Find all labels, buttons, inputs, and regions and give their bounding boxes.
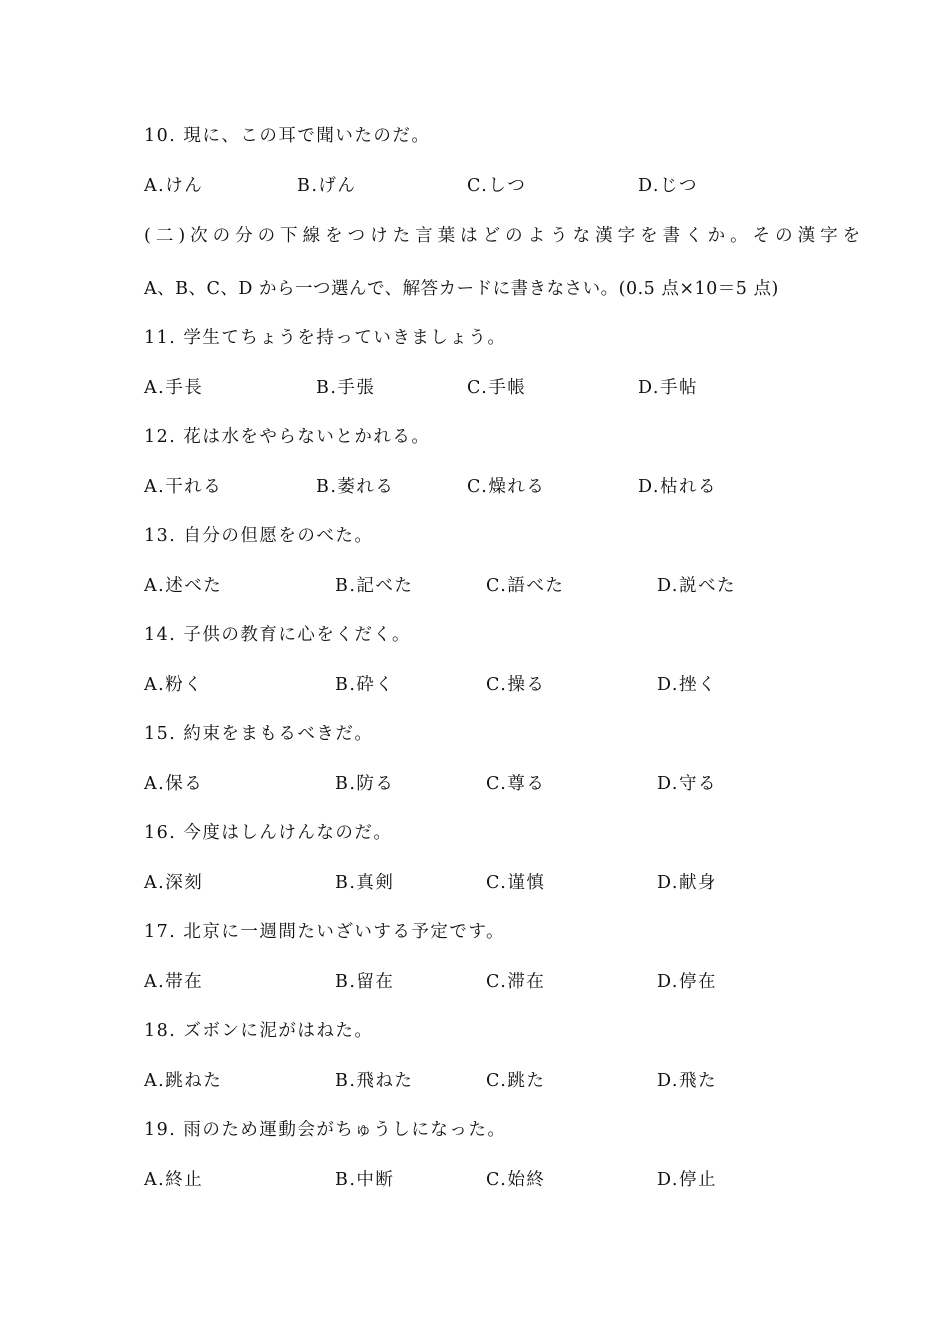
question-18-option-c: C.跳た <box>486 1071 546 1091</box>
question-17-option-b: B.留在 <box>335 972 395 992</box>
question-11-option-d: D.手帖 <box>638 378 698 398</box>
question-19-option-c: C.始終 <box>486 1170 546 1190</box>
question-15-option-a: A.保る <box>144 774 204 794</box>
section-2-instruction-line-2: A、B、C、D から一つ選んで、解答カードに書きなさい。(0.5 点×10＝5 点) <box>144 279 779 299</box>
question-18-option-a: A.跳ねた <box>144 1071 223 1091</box>
question-10-option-b: B.げん <box>297 176 357 196</box>
question-11-option-c: C.手帳 <box>467 378 527 398</box>
question-14-option-a: A.粉く <box>144 675 204 695</box>
question-10-option-a: A.けん <box>144 176 204 196</box>
question-18-option-b: B.飛ねた <box>335 1071 414 1091</box>
question-13-option-a: A.述べた <box>144 576 223 596</box>
question-19-option-b: B.中断 <box>335 1170 395 1190</box>
question-14-stem: 14. 子供の教育に心をくだく。 <box>144 625 412 645</box>
question-15-stem: 15. 約束をまもるべきだ。 <box>144 724 374 744</box>
question-19-stem: 19. 雨のため運動会がちゅうしになった。 <box>144 1120 507 1140</box>
question-19-option-d: D.停止 <box>657 1170 717 1190</box>
question-14-option-c: C.操る <box>486 675 546 695</box>
question-11-option-b: B.手張 <box>316 378 376 398</box>
question-19-option-a: A.終止 <box>144 1170 204 1190</box>
question-18-option-d: D.飛た <box>657 1071 717 1091</box>
question-17-stem: 17. 北京に一週間たいざいする予定です。 <box>144 922 505 942</box>
question-15-option-d: D.守る <box>657 774 717 794</box>
question-10-option-d: D.じつ <box>638 176 698 196</box>
question-12-option-c: C.燥れる <box>467 477 546 497</box>
question-16-option-a: A.深刻 <box>144 873 204 893</box>
question-16-option-b: B.真剣 <box>335 873 395 893</box>
question-12-option-a: A.干れる <box>144 477 223 497</box>
question-13-option-d: D.説べた <box>657 576 736 596</box>
question-10-stem: 10. 現に、この耳で聞いたのだ。 <box>144 126 431 146</box>
question-14-option-b: B.砕く <box>335 675 395 695</box>
question-17-option-a: A.帯在 <box>144 972 204 992</box>
question-13-option-b: B.記べた <box>335 576 414 596</box>
question-12-option-b: B.萎れる <box>316 477 395 497</box>
question-17-option-d: D.停在 <box>657 972 717 992</box>
question-13-option-c: C.語べた <box>486 576 565 596</box>
question-11-option-a: A.手長 <box>144 378 204 398</box>
question-12-stem: 12. 花は水をやらないとかれる。 <box>144 427 431 447</box>
question-15-option-c: C.尊る <box>486 774 546 794</box>
question-15-option-b: B.防る <box>335 774 395 794</box>
question-14-option-d: D.挫く <box>657 675 717 695</box>
question-18-stem: 18. ズボンに泥がはねた。 <box>144 1021 374 1041</box>
question-10-option-c: C.しつ <box>467 176 527 196</box>
question-17-option-c: C.滞在 <box>486 972 546 992</box>
section-2-instruction-line-1: (二)次の分の下線をつけた言葉はどのような漢字を書くか。その漢字を <box>144 226 866 246</box>
question-16-stem: 16. 今度はしんけんなのだ。 <box>144 823 393 843</box>
question-12-option-d: D.枯れる <box>638 477 717 497</box>
question-11-stem: 11. 学生てちょうを持っていきましょう。 <box>144 328 507 348</box>
question-13-stem: 13. 自分の但愿をのべた。 <box>144 526 374 546</box>
question-16-option-d: D.献身 <box>657 873 717 893</box>
question-16-option-c: C.谨慎 <box>486 873 546 893</box>
